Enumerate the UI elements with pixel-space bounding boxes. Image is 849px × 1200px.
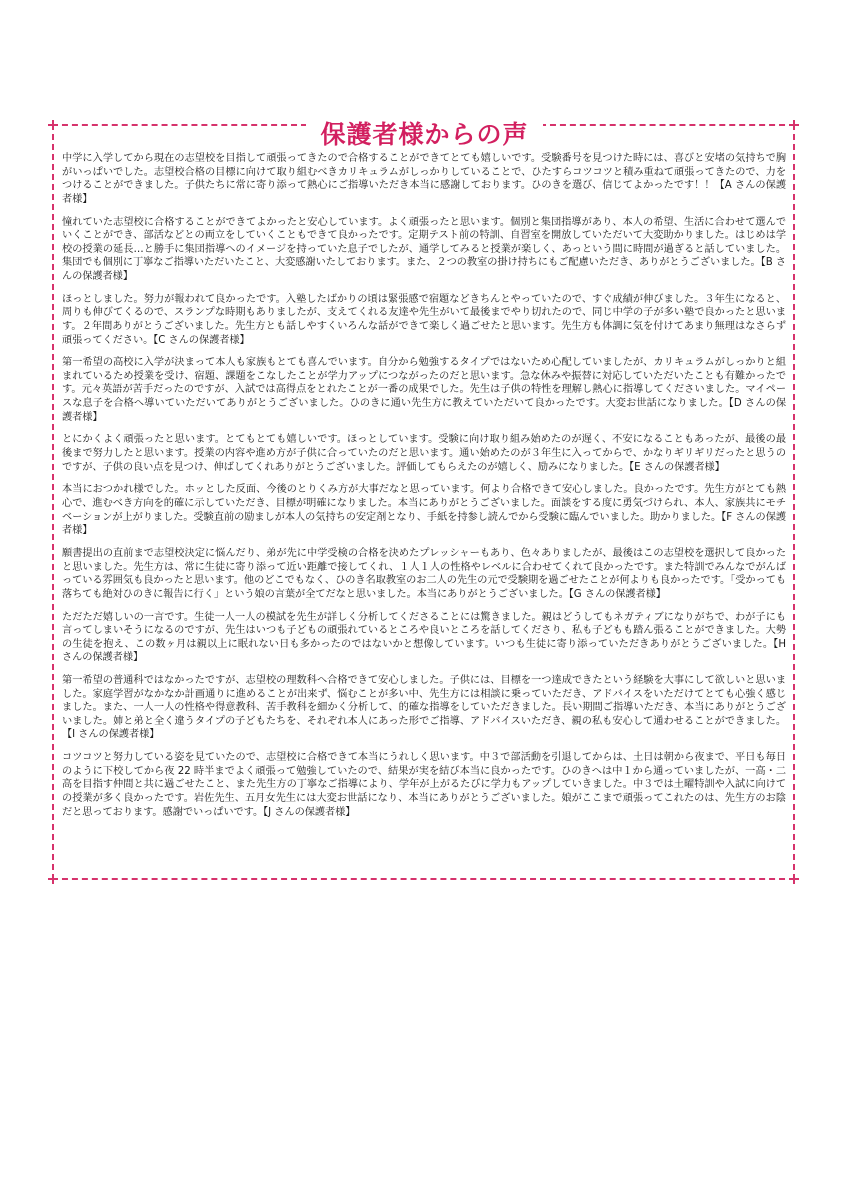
page-title: 保護者様からの声 xyxy=(306,115,542,155)
testimonial-a: 中学に入学してから現在の志望校を目指して頑張ってきたので合格することができてとても嬉しいです。受験番号を見つけた時には、喜びと安堵の気持ちで胸がいっぱいでした。志望校合格の目標に向けて取り組むべきカリキュラムがしっかりしていることで、ひたすらコツコツと積み重ねて頑張ってきたので、力をつけることができました。子供たちに常に寄り添って熱心にご指導いただき本当に感謝しております。ひのきを選び、信じてよかったです！！【A さんの保護者様】 xyxy=(62,153,786,205)
testimonial-g: 願書提出の直前まで志望校決定に悩んだり、弟が先に中学受検の合格を決めたプレッシャーもあり、色々ありましたが、最後はこの志望校を選択して良かったと思いました。先生方は、常に生徒に寄り添って近い距離で接してくれ、１人１人の性格やレベルに合わせてくれて良かったです。また特訓でみんなでがんばっている雰囲気も良かったと思います。他のどこでもなく、ひのき名取教室のお二人の先生の元で受験期を過ごせたことが何よりも良かったです。「受かっても落ちても絶対ひのきに報告に行く」という娘の言葉が全てだなと思いました。本当にありがとうございました。【G さんの保護者様】 xyxy=(62,547,786,600)
testimonial-h: ただただ嬉しいの一言です。生徒一人一人の模試を先生が詳しく分析してくださることには驚きました。親はどうしてもネガティブになりがちで、わが子にも言ってしまいそうになるのですが、先生はいつも子どもの頑張れているところや良いところを話してくださり、私も子どもも踏ん張ることができました。大勢の生徒を抱え、この数ヶ月は親以上に眠れない日も多かったのではないかと想像しています。いつも生徒に寄り添っていただきありがとうございました。【H さんの保護者様】 xyxy=(62,611,786,664)
testimonial-i: 第一希望の普通科ではなかったですが、志望校の理数科へ合格できて安心しました。子供には、目標を一つ達成できたという経験を大事にして欲しいと思いました。家庭学習がなかなか計画通りに進めることが出来ず、悩むことが多い中、先生方には相談に乗っていただき、アドバイスをいただけてとても心強く感じました。また、一人一人の性格や得意教科、苦手教科を細かく分析して、的確な指導をしていただきました。長い期間ご指導いただき、本当にありがとうございました。姉と弟と全く違うタイプの子どもたちを、それぞれ本人にあった形でご指導、アドバイスいただき、親の私も安心して通わせることができました。【I さんの保護者様】 xyxy=(62,675,786,741)
testimonial-j: コツコツと努力している姿を見ていたので、志望校に合格できて本当にうれしく思います。中３で部活動を引退してからは、土日は朝から夜まで、平日も毎日のように下校してから夜 22 時半までよく頑張って勉強していたので、結果が実を結び本当に良かったです。ひのきへは中１から通っていましたが、一高・二高を目指す仲間と共に過ごせたこと、また先生方の丁寧なご指導により、学年が上がるたびに学力もアップしていきました。中３では土曜特訓や入試に向けての授業が多く良かったです。岩佐先生、五月女先生には大変お世話になり、本当にありがとうございました。娘がここまで頑張ってこれたのは、先生方のお陰だと思っております。感謝でいっぱいです。【J さんの保護者様】 xyxy=(62,752,786,818)
frame-corner-mark xyxy=(48,874,58,884)
testimonial-e: とにかくよく頑張ったと思います。とてもとても嬉しいです。ほっとしています。受験に向け取り組み始めたのが遅く、不安になることもあったが、最後の最後まで努力したと思います。授業の内容や進め方が子供に合っていたのだと思います。通い始めたのが３年生に入ってからで、かなりギリギリだったと思うのですが、子供の良い点を見つけ、伸ばしてくれありがとうございました。評価してもらえたのが嬉しく、励みになりました。【E さんの保護者様】 xyxy=(62,434,786,473)
testimonial-b: 憧れていた志望校に合格することができてよかったと安心しています。よく頑張ったと思います。個別と集団指導があり、本人の希望、生活に合わせて選んでいくことができ、部活などとの両立をしていくこともできて良かったです。定期テスト前の特訓、自習室を開放していただいて大変助かりました。はじめは学校の授業の延長…と勝手に集団指導へのイメージを持っていた息子でしたが、通学してみると授業が楽しく、あっという間に時間が過ぎると話していました。集団でも個別に丁寧なご指導いただいたこと、大変感謝いたしております。また、２つの教室の掛け持ちにもご配慮いただき、ありがとうございました。【B さんの保護者様】 xyxy=(62,216,786,282)
testimonial-f: 本当におつかれ様でした。ホッとした反面、今後のとりくみ方が大事だなと思っています。何より合格できて安心しました。良かったです。先生方がとても熱心で、進むべき方向を的確に示していただき、目標が明確になりました。本当にありがとうございました。面談をする度に勇気づけられ、本人、家族共にモチベーションが上がりました。受験直前の励ましが本人の気持ちの安定剤となり、手紙を持参し読んでから受験に臨んでいました。助かりました。【F さんの保護者様】 xyxy=(62,484,786,537)
frame-corner-mark xyxy=(789,874,799,884)
testimonial-c: ほっとしました。努力が報われて良かったです。入塾したばかりの頃は緊張感で宿題などきちんとやっていたので、すぐ成績が伸びました。３年生になると、周りも伸びてくるので、スランプな時期もありましたが、支えてくれる友達や先生がいて最後までやり切れたので、同じ中学の子が多い塾で良かったと思います。２年間ありがとうございました。先生方とも話しやすくいろんな話ができて楽しく過ごせたと思います。先生方も体調に気を付けてあまり無理はなさらず頑張ってください。【C さんの保護者様】 xyxy=(62,293,786,346)
testimonial-d: 第一希望の高校に入学が決まって本人も家族もとても喜んでいます。自分から勉強するタイプではないため心配していましたが、カリキュラムがしっかりと組まれているため授業を受け、宿題、課題をこなしたことが学力アップにつながったのだと思います。急な休みや振替に対応していただいたことも有難かったです。元々英語が苦手だったのですが、入試では高得点をとれたことが一番の成果でした。先生は子供の特性を理解し熱心に指導してくださいました。マイペースな息子を合格へ導いていただいてありがとうございました。ひのきに通い先生方に教えていただいて良かったです。大変お世話になりました。【D さんの保護者様】 xyxy=(62,357,786,423)
testimonial-list xyxy=(62,152,786,828)
